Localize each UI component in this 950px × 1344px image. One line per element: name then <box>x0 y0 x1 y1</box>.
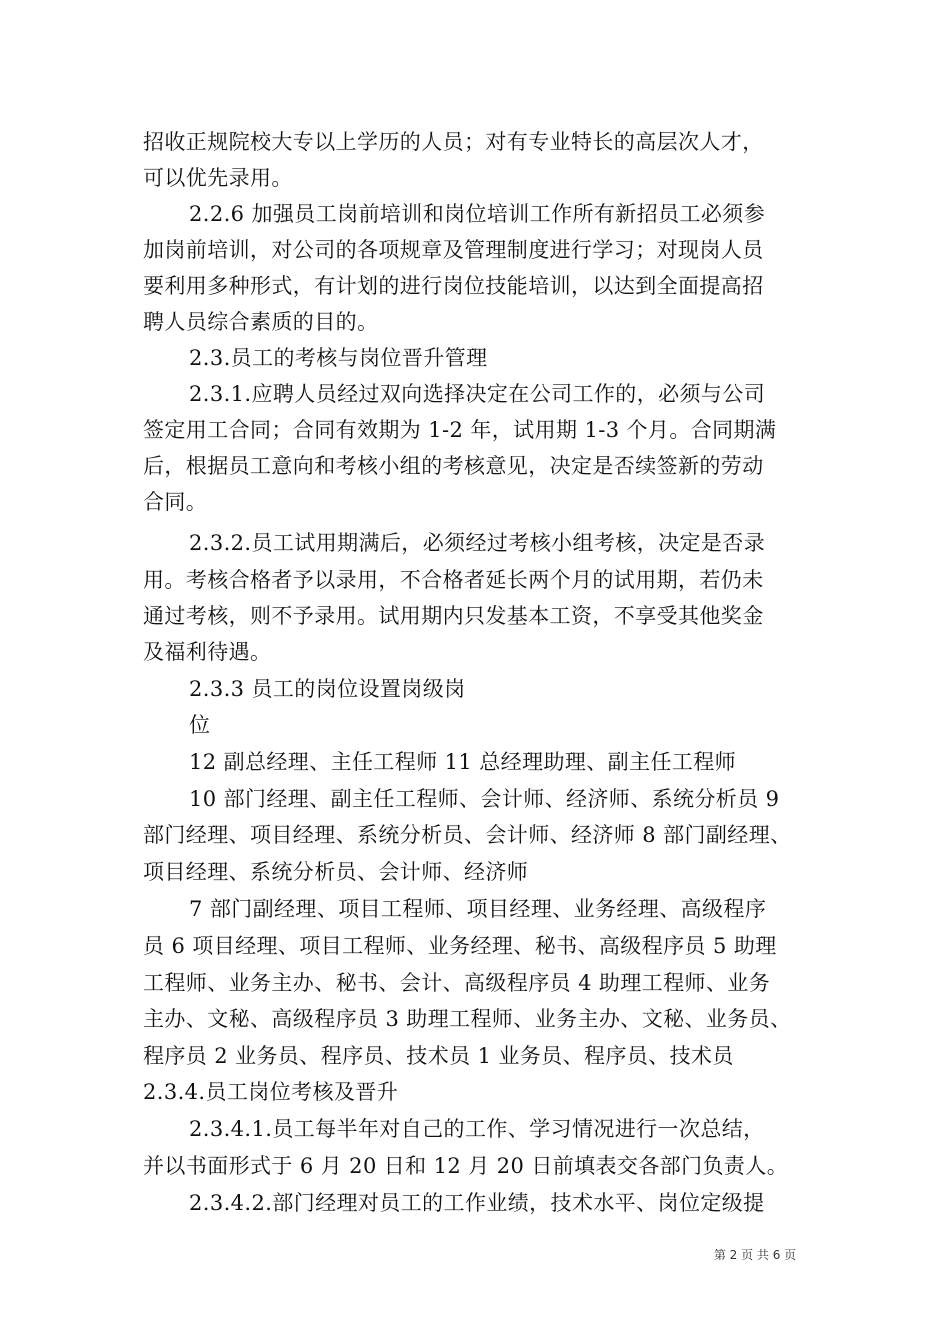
body-text-line: 签定用工合同；合同有效期为 1-2 年，试用期 1-3 个月。合同期满 <box>143 418 777 442</box>
body-text-line: 程序员 2 业务员、程序员、技术员 1 业务员、程序员、技术员 <box>143 1044 734 1068</box>
body-text-line: 及福利待遇。 <box>143 640 272 664</box>
section-heading-2-3-3: 2.3.3 员工的岗位设置岗级岗 <box>189 677 466 701</box>
body-text-line: 主办、文秘、高级程序员 3 助理工程师、业务主办、文秘、业务员、 <box>143 1007 792 1031</box>
grade-list-7-1: 7 部门副经理、项目工程师、项目经理、业务经理、高级程序 <box>189 897 767 921</box>
section-2-3-2-text: 2.3.2.员工试用期满后，必须经过考核小组考核，决定是否录 <box>189 531 766 555</box>
body-text-line: 员 6 项目经理、项目工程师、业务经理、秘书、高级程序员 5 助理 <box>143 934 777 958</box>
body-text-line: 部门经理、项目经理、系统分析员、会计师、经济师 8 部门副经理、 <box>143 823 792 847</box>
body-text-line: 招收正规院校大专以上学历的人员；对有专业特长的高层次人才， <box>143 130 764 154</box>
section-heading-2-3: 2.3.员工的考核与岗位晋升管理 <box>189 346 488 370</box>
section-heading-2-3-4: 2.3.4.员工岗位考核及晋升 <box>143 1080 399 1104</box>
body-text-line: 要利用多种形式，有计划的进行岗位技能培训，以达到全面提高招 <box>143 274 764 298</box>
body-text-line: 可以优先录用。 <box>143 166 293 190</box>
body-text-line: 并以书面形式于 6 月 20 日和 12 月 20 日前填表交各部门负责人。 <box>143 1154 789 1178</box>
section-2-3-1-text: 2.3.1.应聘人员经过双向选择决定在公司工作的，必须与公司 <box>189 382 766 406</box>
body-text-line: 加岗前培训，对公司的各项规章及管理制度进行学习；对现岗人员 <box>143 238 764 262</box>
body-text-line: 用。考核合格者予以录用，不合格者延长两个月的试用期，若仍未 <box>143 568 764 592</box>
grade-list-10-8: 10 部门经理、副主任工程师、会计师、经济师、系统分析员 9 <box>189 787 780 811</box>
section-2-3-4-1-text: 2.3.4.1.员工每半年对自己的工作、学习情况进行一次总结， <box>189 1117 765 1141</box>
body-text-line: 聘人员综合素质的目的。 <box>143 310 379 334</box>
page-number-footer: 第 2 页 共 6 页 <box>713 1248 797 1262</box>
body-text-line: 工程师、业务主办、秘书、会计、高级程序员 4 助理工程师、业务 <box>143 971 771 995</box>
section-2-2-6-text: 2.2.6 加强员工岗前培训和岗位培训工作所有新招员工必须参 <box>189 202 766 226</box>
section-heading-2-3-3-cont: 位 <box>189 713 211 737</box>
grade-list-12-11: 12 副总经理、主任工程师 11 总经理助理、副主任工程师 <box>189 750 737 774</box>
section-2-3-4-2-text: 2.3.4.2.部门经理对员工的工作业绩，技术水平、岗位定级提 <box>189 1191 765 1215</box>
body-text-line: 通过考核，则不予录用。试用期内只发基本工资，不享受其他奖金 <box>143 604 764 628</box>
body-text-line: 后，根据员工意向和考核小组的考核意见，决定是否续签新的劳动 <box>143 454 764 478</box>
body-text-line: 合同。 <box>143 490 208 514</box>
body-text-line: 项目经理、系统分析员、会计师、经济师 <box>143 860 529 884</box>
